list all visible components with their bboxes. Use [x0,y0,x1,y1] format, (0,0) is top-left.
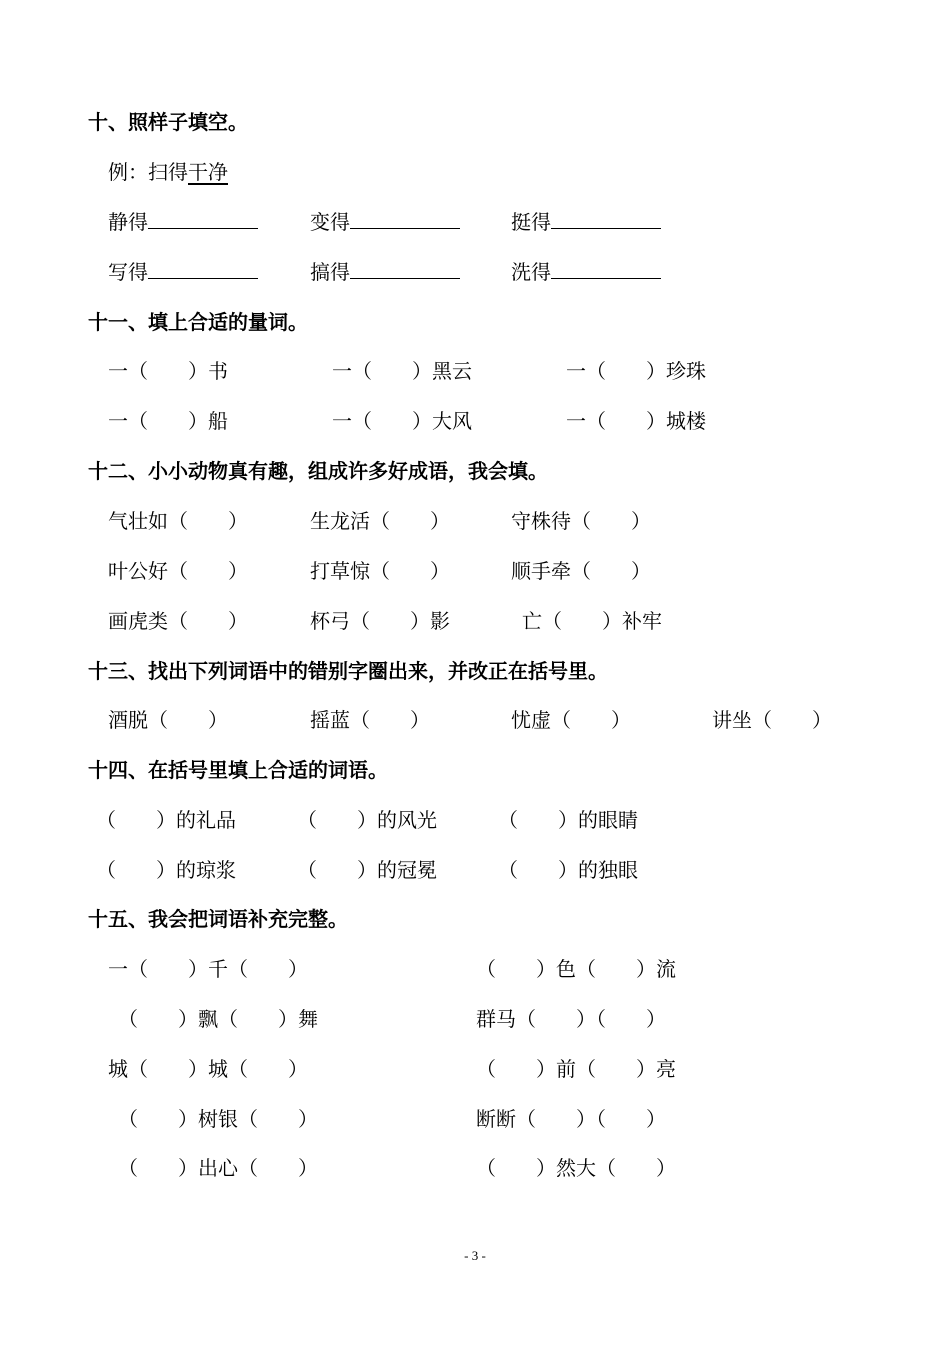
answer-blank[interactable] [551,258,661,279]
fill-item [108,206,258,235]
measure-word-item: 一（ ）黑云 [332,359,472,383]
section-10-title: 十、照样子填空。 [88,110,248,134]
complete-item: （ ）然大（ ） [476,1156,676,1180]
fill-item-label: 变得 [310,210,350,234]
idiom-item: 亡（ ）补牢 [522,609,662,633]
fill-item-label: 洗得 [511,260,551,284]
typo-item: 忧虚（ ） [511,708,631,732]
example-prefix: 例：扫得 [108,160,188,184]
example-answer: 干净 [188,160,228,184]
measure-word-item: 一（ ）大风 [332,409,472,433]
answer-blank[interactable] [350,208,460,229]
fill-item-label: 写得 [108,260,148,284]
complete-item: 断断（ ）（ ） [476,1107,666,1131]
typo-item: 酒脱（ ） [108,708,228,732]
complete-item: 群马（ ）（ ） [476,1007,666,1031]
fill-item-label: 挺得 [511,210,551,234]
section-12-title: 十二、小小动物真有趣，组成许多好成语，我会填。 [88,459,548,483]
complete-item: 城（ ）城（ ） [108,1057,308,1081]
section-11-title: 十一、填上合适的量词。 [88,310,308,334]
idiom-item: 生龙活（ ） [310,509,450,533]
complete-item: （ ）树银（ ） [118,1107,318,1131]
complete-item: （ ）色（ ）流 [476,957,676,981]
idiom-item: 守株待（ ） [511,509,651,533]
phrase-item: （ ）的礼品 [96,808,236,832]
section-13-title: 十三、找出下列词语中的错别字圈出来，并改正在括号里。 [88,659,608,683]
measure-word-item: 一（ ）书 [108,359,228,383]
idiom-item: 杯弓（ ）影 [310,609,450,633]
idiom-item: 打草惊（ ） [310,559,450,583]
answer-blank[interactable] [148,258,258,279]
page-number: - 3 - [464,1248,486,1263]
phrase-item: （ ）的风光 [297,808,437,832]
section-15-title: 十五、我会把词语补充完整。 [88,907,348,931]
fill-item-label: 搞得 [310,260,350,284]
measure-word-item: 一（ ）船 [108,409,228,433]
fill-item [511,256,661,285]
phrase-item: （ ）的冠冕 [297,858,437,882]
phrase-item: （ ）的独眼 [498,858,638,882]
complete-item: （ ）出心（ ） [118,1156,318,1180]
phrase-item: （ ）的眼睛 [498,808,638,832]
fill-item-label: 静得 [108,210,148,234]
measure-word-item: 一（ ）珍珠 [566,359,706,383]
answer-blank[interactable] [350,258,460,279]
phrase-item: （ ）的琼浆 [96,858,236,882]
section-14-title: 十四、在括号里填上合适的词语。 [88,758,388,782]
answer-blank[interactable] [551,208,661,229]
complete-item: （ ）前（ ）亮 [476,1057,676,1081]
fill-item [511,206,661,235]
fill-item [310,256,460,285]
idiom-item: 画虎类（ ） [108,609,248,633]
fill-item [310,206,460,235]
idiom-item: 气壮如（ ） [108,509,248,533]
typo-item: 摇蓝（ ） [310,708,430,732]
typo-item: 讲坐（ ） [712,708,832,732]
complete-item: （ ）飘（ ）舞 [118,1007,318,1031]
answer-blank[interactable] [148,208,258,229]
idiom-item: 叶公好（ ） [108,559,248,583]
fill-item [108,256,258,285]
complete-item: 一（ ）千（ ） [108,957,308,981]
measure-word-item: 一（ ）城楼 [566,409,706,433]
section-10-example [108,156,228,185]
idiom-item: 顺手牵（ ） [511,559,651,583]
